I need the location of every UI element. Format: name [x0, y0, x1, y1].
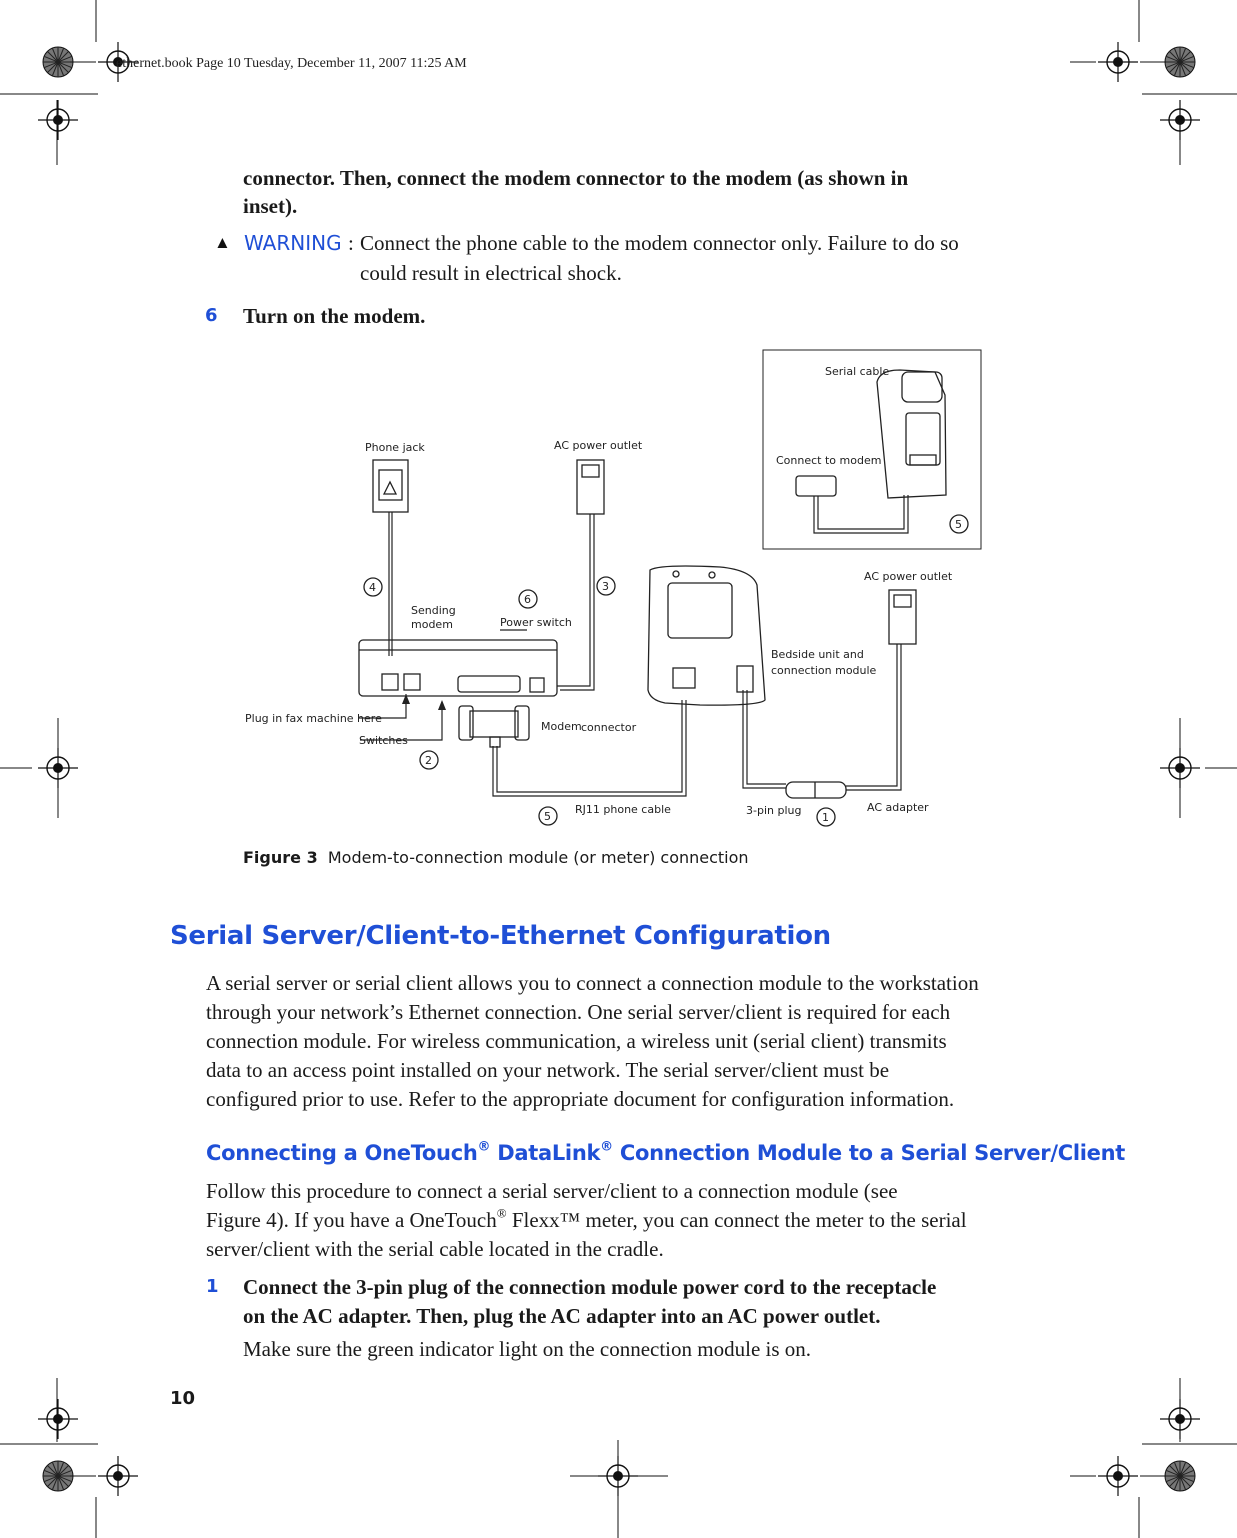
warning-label: WARNING [244, 231, 342, 255]
subsection-para-line-2 [206, 1206, 967, 1235]
label-sending-1: Sending [411, 604, 456, 617]
label-serial-cable: Serial cable [825, 365, 890, 378]
section-para-line-2: through your network’s Ethernet connection. One serial server/client is required for each [206, 1000, 951, 1024]
step-1-note: Make sure the green indicator light on the connection module is on. [243, 1337, 812, 1361]
label-modem-connector-2: connector [581, 721, 637, 734]
subsection-title-b: DataLink [490, 1141, 601, 1165]
label-rj11: RJ11 phone cable [575, 803, 671, 816]
label-plug-fax: Plug in fax machine here [245, 712, 382, 725]
bedside-unit [648, 566, 765, 705]
warning-line-1: Connect the phone cable to the modem connector only. Failure to do so [360, 231, 959, 255]
label-ac-outlet-right: AC power outlet [864, 570, 953, 583]
step-1-text [243, 1273, 936, 1331]
callout-4: 4 [369, 581, 376, 594]
label-ac-adapter: AC adapter [867, 801, 929, 814]
reg-mark-1: ® [477, 1139, 491, 1155]
figure-caption-text: Modem-to-connection module (or meter) connection [327, 848, 749, 867]
subsection-paragraph [206, 1177, 967, 1264]
reg-mark-3: ® [496, 1205, 507, 1221]
intro-line-1: connector. Then, connect the modem connector to the modem (as shown in [243, 166, 909, 190]
label-connect-to-modem: Connect to modem [776, 454, 882, 467]
warning-colon: : [348, 231, 354, 255]
callout-6: 6 [524, 593, 531, 606]
section-title: Serial Server/Client-to-Ethernet Configuration [170, 921, 831, 951]
reg-mark-2: ® [600, 1139, 613, 1155]
step-6-text: Turn on the modem. [243, 304, 426, 328]
callout-5-inset: 5 [955, 518, 962, 531]
label-phone-jack: Phone jack [365, 441, 425, 454]
step-1-line-2: on the AC adapter. Then, plug the AC adapter into an AC power outlet. [243, 1304, 881, 1328]
inset-box [763, 350, 981, 549]
serial-cradle [796, 370, 946, 498]
print-stamp: ethernet.book Page 10 Tuesday, December 11, 2007 11:25 AM [116, 56, 467, 71]
section-para-line-5: configured prior to use. Refer to the appropriate document for configuration information. [206, 1087, 955, 1111]
cables [359, 495, 908, 796]
callout-5-bottom: 5 [544, 810, 551, 823]
label-ac-outlet-top: AC power outlet [554, 439, 643, 452]
label-three-pin: 3-pin plug [746, 804, 802, 817]
section-para-line-4: data to an access point installed on your network. The serial server/client must be [206, 1058, 890, 1082]
section-paragraph [206, 969, 979, 1114]
subsection-title-a: Connecting a OneTouch [206, 1141, 478, 1165]
subsection-para-2a: Figure 4). If you have a OneTouch [206, 1208, 497, 1232]
label-bedside-2: connection module [771, 664, 877, 677]
label-switches: Switches [359, 734, 408, 747]
subsection-title [206, 1141, 1125, 1165]
figure-caption [243, 848, 749, 867]
section-para-line-3: connection module. For wireless communication, a wireless unit (serial client) transmits [206, 1029, 947, 1053]
ac-outlet-top [577, 460, 604, 514]
step-6-number: 6 [205, 305, 218, 326]
warning-line-2: could result in electrical shock. [360, 261, 622, 285]
label-sending-2: modem [411, 618, 453, 631]
phone-jack [373, 460, 408, 512]
warning-triangle-icon: ▲ [214, 233, 231, 252]
section-para-line-1: A serial server or serial client allows you to connect a connection module to the workstation [206, 971, 979, 995]
label-power-switch: Power switch [500, 616, 572, 629]
ac-outlet-right [889, 590, 916, 644]
label-bedside-1: Bedside unit and [771, 648, 864, 661]
subsection-para-line-1: Follow this procedure to connect a serial server/client to a connection module (see [206, 1179, 898, 1203]
step-1-line-1: Connect the 3-pin plug of the connection module power cord to the receptacle [243, 1275, 937, 1299]
adapter [786, 782, 846, 798]
modem-connector [459, 706, 529, 747]
subsection-title-c: Connection Module to a Serial Server/Client [612, 1141, 1125, 1165]
subsection-para-line-3: server/client with the serial cable located in the cradle. [206, 1237, 664, 1261]
figure-caption-label: Figure 3 [243, 848, 318, 867]
subsection-para-2b: Flexx™ meter, you can connect the meter to the serial [506, 1208, 967, 1232]
callout-1: 1 [822, 811, 829, 824]
callout-3: 3 [602, 580, 609, 593]
label-modem-connector-1: Modem [541, 720, 582, 733]
page-number: 10 [170, 1388, 196, 1409]
callout-2: 2 [425, 754, 432, 767]
step-1-number: 1 [206, 1276, 219, 1297]
intro-line-2: inset). [243, 194, 298, 218]
